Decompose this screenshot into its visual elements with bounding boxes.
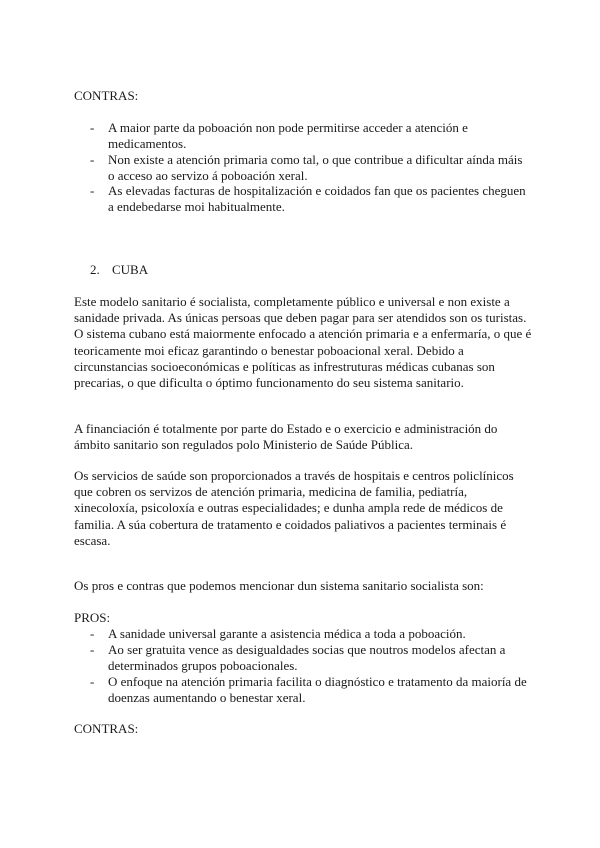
bullet-dash: -	[90, 626, 95, 641]
list-item-text: O enfoque na atención primaria facilita o diagnóstico e tratamento da maioría de doenzas aumentando o benestar xeral.	[108, 674, 527, 706]
paragraph: A financiación é totalmente por parte do Estado e o exercicio e administración do ámbito sanitario son regulados polo Ministerio de Saúde Pública.	[74, 421, 498, 453]
contras-label-1: CONTRAS:	[74, 88, 139, 103]
list-item-text: A maior parte da poboación non pode permitirse acceder a atención e medicamentos.	[108, 120, 468, 152]
bullet-dash: -	[90, 674, 95, 689]
bullet-dash: -	[90, 120, 95, 135]
list-item-text: A sanidade universal garante a asistencia médica a toda a poboación.	[108, 626, 466, 641]
bullet-dash: -	[90, 152, 95, 167]
paragraph: Os pros e contras que podemos mencionar dun sistema sanitario socialista son:	[74, 578, 484, 593]
section-number: 2.	[90, 262, 100, 277]
bullet-dash: -	[90, 183, 95, 198]
list-item-text: As elevadas facturas de hospitalización e coidados fan que os pacientes cheguen a endebedarse moi habitualmente.	[108, 183, 526, 215]
list-item-text: Non existe a atención primaria como tal, o que contribue a dificultar aínda máis o acceso ao servizo á poboación xeral.	[108, 152, 523, 184]
paragraph: Os servicios de saúde son proporcionados a través de hospitais e centros policlínicos que cobren os servizos de atención primaria, medicina de familia, pediatría, xinecoloxía, psicoloxía e outras especialidades; e dunha ampla rede de médicos de familia. A súa cobertura de tratamento e coidados paliativos a pacientes terminais é escasa.	[74, 468, 514, 548]
bullet-dash: -	[90, 642, 95, 657]
section-title: CUBA	[112, 262, 149, 277]
pros-label: PROS:	[74, 610, 111, 625]
list-item-text: Ao ser gratuita vence as desigualdades socias que noutros modelos afectan a determinados grupos poboacionales.	[108, 642, 506, 674]
paragraph: Este modelo sanitario é socialista, completamente público e universal e non existe a sanidade privada. As únicas persoas que deben pagar para ser atendidos son os turistas. O sistema cubano está maiormente enfocado a atención primaria e a enfermaría, o que é teoricamente moi eficaz garantindo o benestar poboacional xeral. Debido a circunstancias socioeconómicas e políticas as infrestruturas médicas cubanas son precarias, o que dificulta o óptimo funcionamento do seu sistema sanitario.	[74, 294, 532, 391]
contras-label-2: CONTRAS:	[74, 721, 139, 736]
